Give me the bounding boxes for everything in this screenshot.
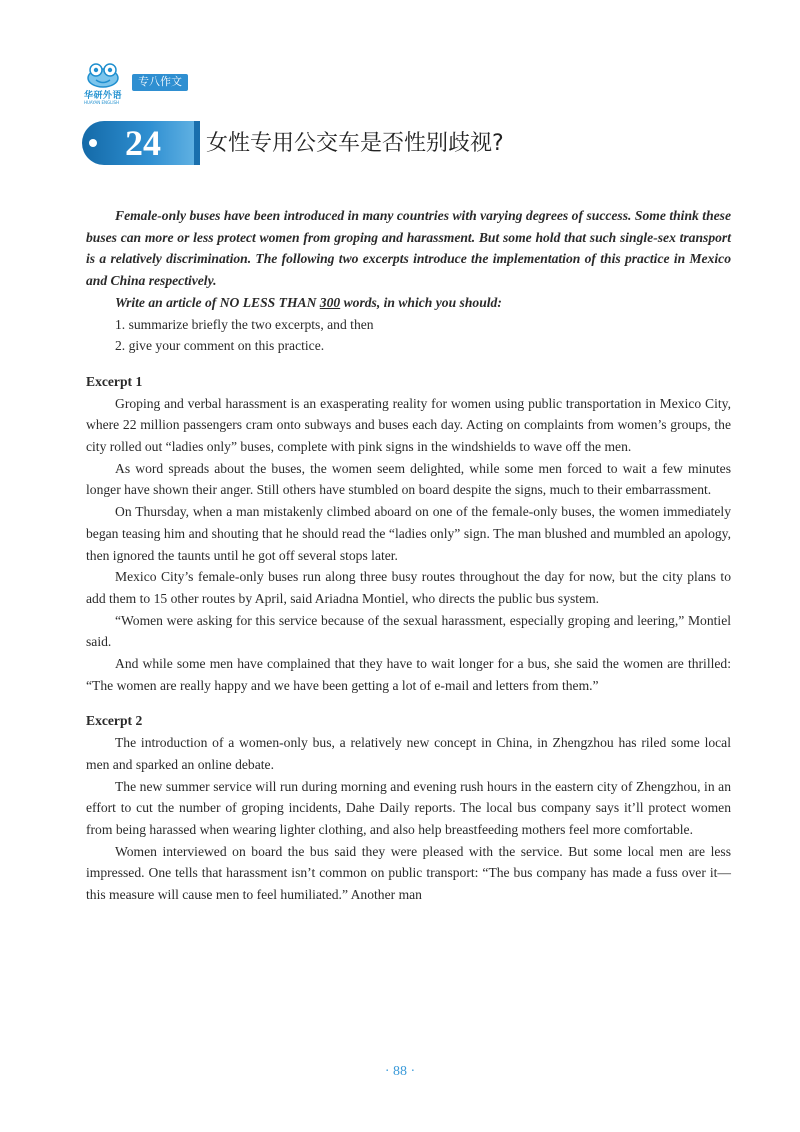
chapter-divider <box>194 121 200 165</box>
instruction-before: Write an article of NO LESS THAN <box>115 294 320 310</box>
excerpt-2-paragraph: Women interviewed on board the bus said they were pleased with the service. But some local men are less impressed. One tells that harassment isn’t common on public transport: “The bus company has made a fuss over it—this measure will cause men to feel humiliated.” Another man <box>86 843 731 903</box>
prompt-intro: Female-only buses have been introduced in many countries with varying degrees of success. Some think these buses can more or less protect women from groping and harassment. But some hold that such single-sex transport is a relatively discrimination. The following two excerpts introduce the implementation of this practice in Mexico and China respectively. <box>86 208 731 289</box>
excerpt-1-paragraph: On Thursday, when a man mistakenly climbed aboard on one of the female-only buses, the women immediately began teasing him and shouting that he should read the “ladies only” sign. The man blushed and mumbled an apology, then ignored the taunts until he got off several stops later. <box>86 504 731 563</box>
series-badge: 专八作文 <box>132 74 188 91</box>
excerpt-1-paragraph: And while some men have complained that they have to wait longer for a bus, she said the women are thrilled: “The women are really happy and we have been getting a lot of e-mail and letters from them.” <box>86 656 731 693</box>
article-body <box>86 205 731 906</box>
logo-text: 华研外语 <box>84 91 123 101</box>
chapter-number: 24 <box>125 123 161 163</box>
frog-logo-icon <box>82 62 124 105</box>
excerpt-1-paragraph: Groping and verbal harassment is an exasperating reality for women using public transportation in Mexico City, where 22 million passengers cram onto subways and buses each day. Acting on complaints from women’s groups, the city rolled out “ladies only” buses, complete with pink signs in the windshields to wave off the men. <box>86 395 731 455</box>
logo-subtext: HUAYAN ENGLISH <box>84 100 120 105</box>
excerpt-1-paragraph: “Women were asking for this service because of the sexual harassment, especially groping and leering,” Montiel said. <box>86 612 731 650</box>
excerpt-1-heading: Excerpt 1 <box>86 373 143 389</box>
page-number: · 88 · <box>384 1064 416 1079</box>
chapter-dot-icon <box>89 139 97 147</box>
chapter-title: 女性专用公交车是否性别歧视? <box>206 131 504 156</box>
excerpt-1-paragraph: As word spreads about the buses, the women seem delighted, while some men forced to wait a few minutes longer have shown their anger. Still others have stumbled on board despite the signs, much to their embarrassment. <box>86 460 731 498</box>
prompt-instruction <box>86 292 731 314</box>
task-item: 2. give your comment on this practice. <box>115 338 325 354</box>
excerpt-2-heading: Excerpt 2 <box>86 713 143 729</box>
excerpt-2-paragraph: The introduction of a women-only bus, a relatively new concept in China, in Zhengzhou has riled some local men and sparked an online debate. <box>86 735 731 772</box>
brand-logo <box>82 62 124 105</box>
excerpt-1-paragraph: Mexico City’s female-only buses run along three busy routes throughout the day for now, but the city plans to add them to 15 other routes by April, said Ariadna Montiel, who directs the public bus system. <box>86 569 731 606</box>
task-item: 1. summarize briefly the two excerpts, and then <box>115 316 374 332</box>
excerpt-2-paragraph: The new summer service will run during morning and evening rush hours in the eastern city of Zhengzhou, in an effort to cut the number of groping incidents, Dahe Daily reports. The local bus company says it’ll protect women from being harassed when wearing lighter clothing, and also help breastfeeding mothers feel more comfortable. <box>86 778 731 837</box>
instruction-word-count: 300 <box>319 294 341 310</box>
instruction-after: words, in which you should: <box>340 294 502 310</box>
